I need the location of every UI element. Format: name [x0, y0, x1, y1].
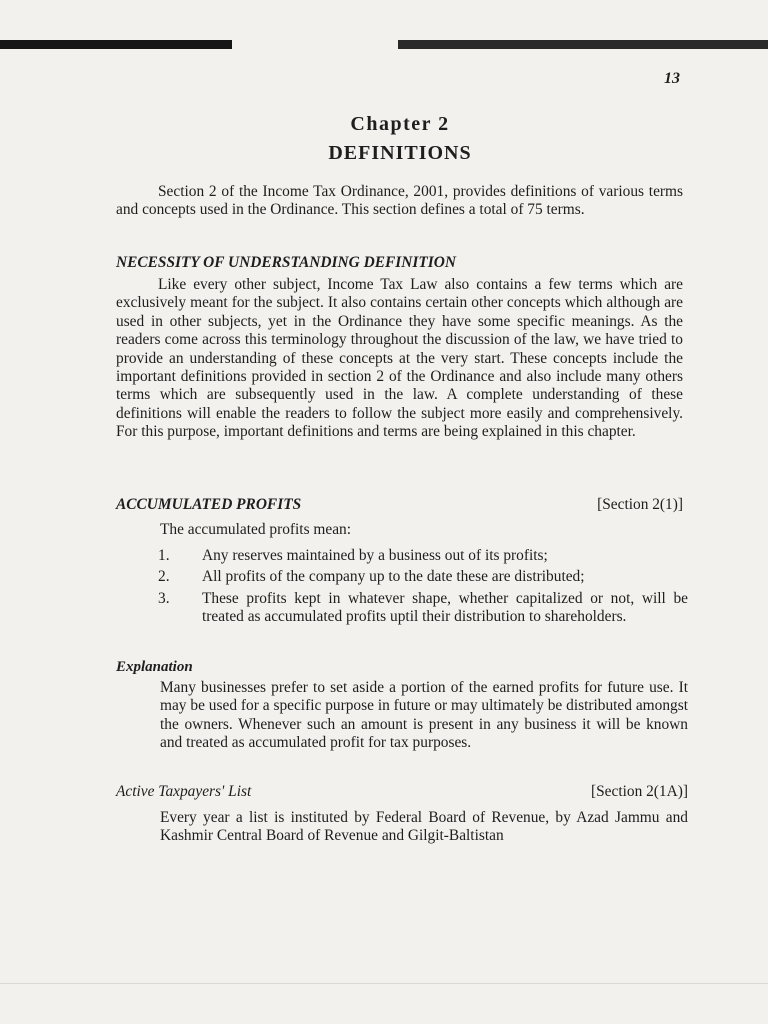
list-item-number: 1. — [158, 547, 170, 564]
scan-edge-shadow-left — [0, 40, 232, 49]
active-taxpayers-heading-row — [116, 783, 688, 801]
necessity-paragraph: Like every other subject, Income Tax Law also contains a few terms which are exclusively meant for the subject. It also contains certain other concepts which although are used in other subjects, yet in the Ordinance they have some specific meanings. As the readers come across this terminology throughout the discussion of the law, we have tried to provide an understanding of these concepts at the very start. These concepts include the important definitions provided in section 2 of the Ordinance and also include many others terms which are subsequently used in the law. A complete understanding of these definitions will enable the readers to follow the subject more easily and comprehensively. For this purpose, important definitions and terms are being explained in this chapter. — [116, 276, 683, 441]
accumulated-profits-intro: The accumulated profits mean: — [160, 521, 352, 538]
list-item-text: All profits of the company up to the date these are distributed; — [202, 568, 585, 586]
list-item — [116, 547, 688, 565]
necessity-heading: NECESSITY OF UNDERSTANDING DEFINITION — [116, 254, 456, 271]
chapter-label: Chapter 2 — [350, 113, 450, 135]
list-item — [116, 590, 688, 627]
active-taxpayers-paragraph: Every year a list is instituted by Federal Board of Revenue, by Azad Jammu and Kashmir Central Board of Revenue and Gilgit-Baltistan — [160, 809, 688, 845]
accumulated-profits-list — [116, 547, 688, 630]
list-item — [116, 568, 688, 586]
chapter-title: DEFINITIONS — [328, 142, 472, 164]
intro-paragraph: Section 2 of the Income Tax Ordinance, 2001, provides definitions of various terms and concepts used in the Ordinance. This section defines a total of 75 terms. — [116, 183, 683, 219]
explanation-paragraph: Many businesses prefer to set aside a portion of the earned profits for future use. It may be used for a specific purpose in future or may ultimately be distributed amongst the owners. Whenever such an amount is present in any business it will be known and treated as accumulated profit for tax purposes. — [160, 679, 688, 752]
list-item-number: 2. — [158, 568, 170, 586]
active-taxpayers-heading: Active Taxpayers' List — [116, 783, 252, 800]
list-item-text: These profits kept in whatever shape, whether capitalized or not, will be treated as accumulated profits uptil their distribution to shareholders. — [202, 589, 688, 626]
active-taxpayers-section-ref: [Section 2(1A)] — [590, 783, 688, 800]
scan-edge-shadow-right — [398, 40, 768, 49]
accumulated-profits-heading-row — [116, 496, 683, 514]
list-item-text: Any reserves maintained by a business out of its profits; — [202, 547, 548, 564]
explanation-heading: Explanation — [116, 659, 193, 675]
accumulated-profits-heading: ACCUMULATED PROFITS — [116, 496, 302, 513]
page-bottom-edge — [0, 983, 768, 984]
page-number: 13 — [664, 70, 680, 87]
accumulated-profits-section-ref: [Section 2(1)] — [597, 496, 683, 513]
list-item-number: 3. — [158, 589, 170, 607]
